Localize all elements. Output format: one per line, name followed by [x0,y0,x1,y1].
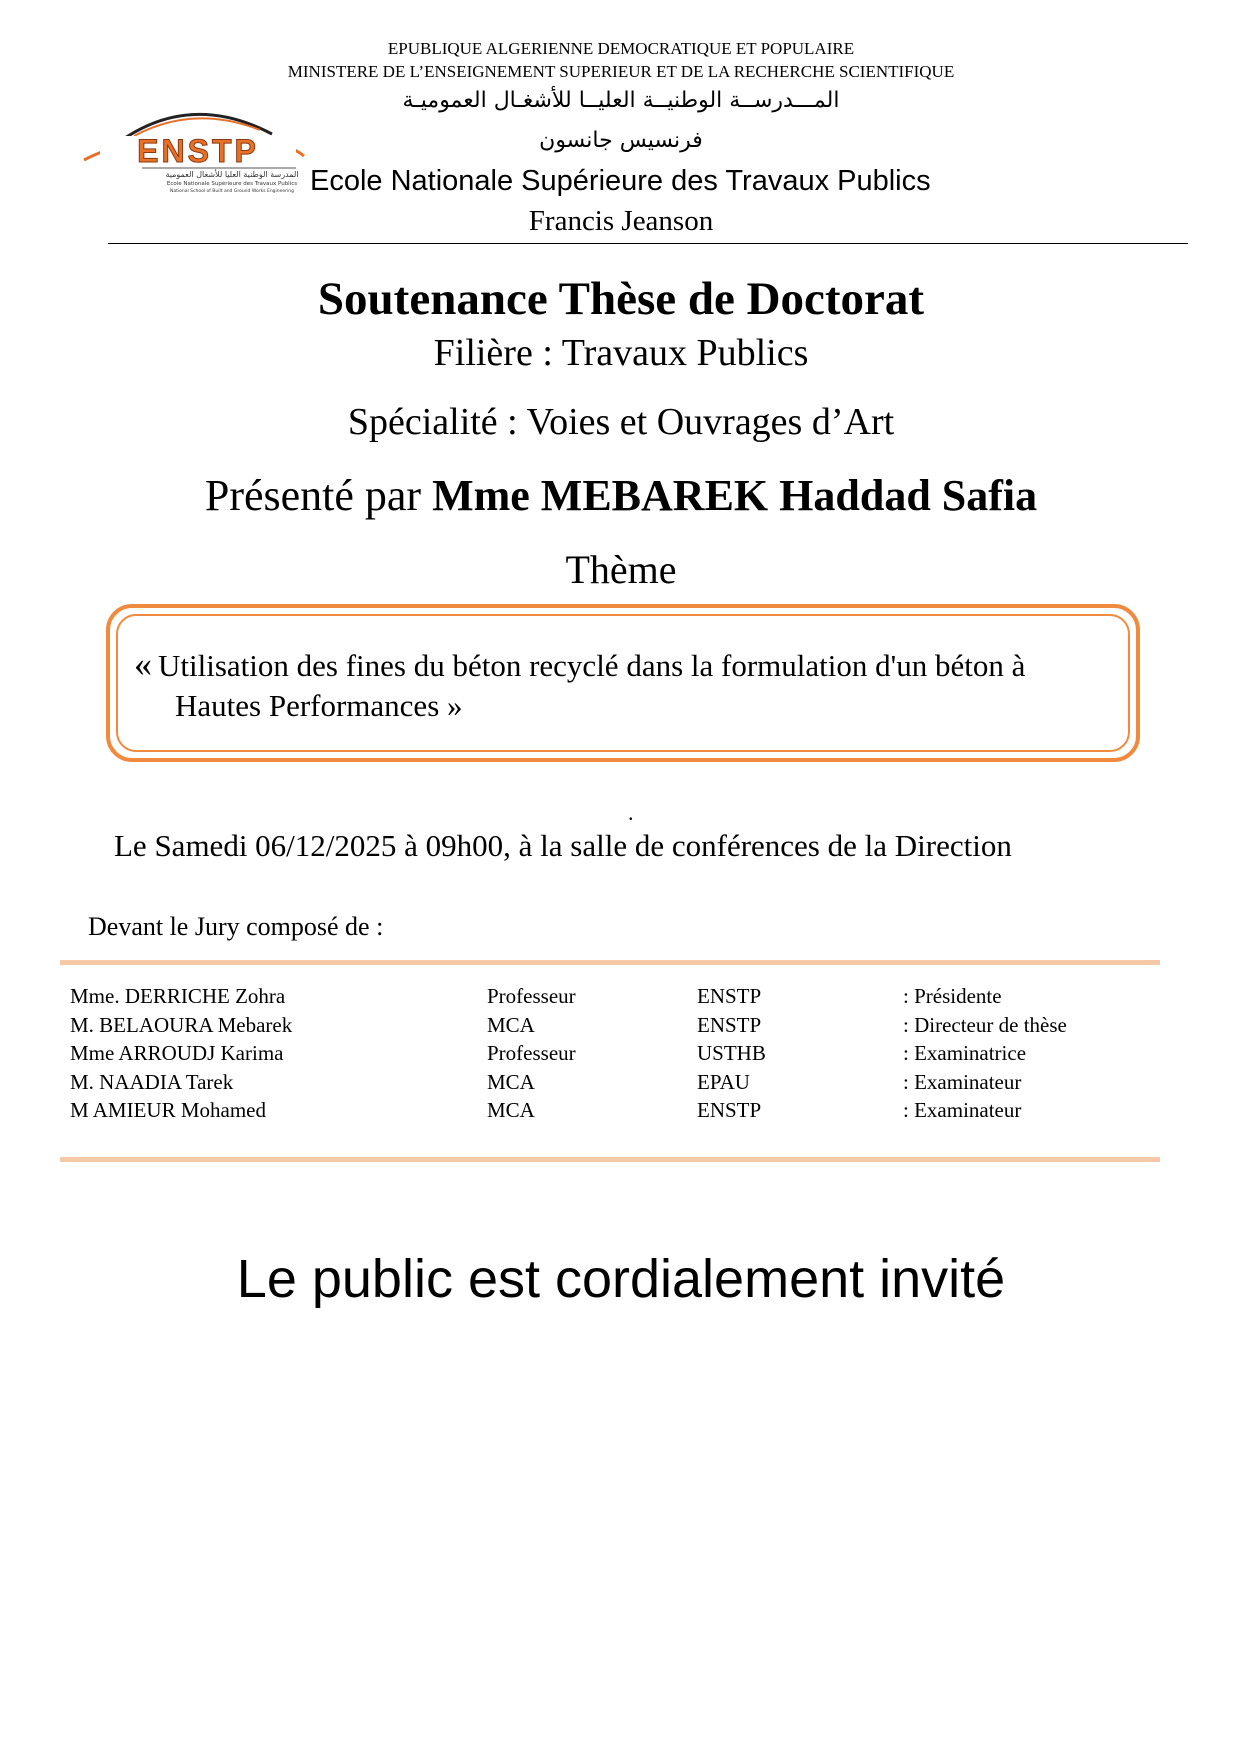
logo-fr-caption: Ecole Nationale Supérieure des Travaux Publics [166,181,298,187]
presented-prefix: Présenté par [204,471,433,520]
filiere: Filière : Travaux Publics [433,332,809,374]
theme-line-2: Hautes Performances » [175,688,463,723]
jury-role: : Examinatrice [903,1041,1027,1065]
arabic-francis-jeanson: فرنسيس جانسون [539,128,703,153]
jury-role: : Présidente [903,984,1002,1008]
separator-dot: . [628,800,634,825]
jury-name: M. BELAOURA Mebarek [70,1012,293,1037]
jury-bottom-rule [60,1157,1160,1162]
jury-institution: ENSTP [697,1098,762,1122]
school-name: Ecole Nationale Supérieure des Travaux Publics [310,165,931,197]
jury-role: : Directeur de thèse [903,1012,1067,1037]
jury-top-rule [60,960,1160,965]
arabic-school-name: المـــدرســة الوطنيــة العليــا للأشغـال العموميـة [402,88,840,113]
jury-grade: Professeur [487,984,576,1008]
jury-intro: Devant le Jury composé de : [88,912,384,941]
jury-role: : Examinateur [903,1098,1022,1122]
republic-line: EPUBLIQUE ALGERIENNE DEMOCRATIQUE ET POPULAIRE [387,39,855,58]
logo-text: ENSTP [137,133,259,169]
date-line: Le Samedi 06/12/2025 à 09h00, à la salle de conférences de la Direction [114,828,1012,863]
jury-grade: Professeur [487,1041,576,1065]
specialite: Spécialité : Voies et Ouvrages d’Art [347,401,895,443]
jury-name: Mme ARROUDJ Karima [70,1041,284,1065]
logo-en-caption: National School of Built and Ground Works Engineering [169,189,295,194]
jury-grade: MCA [487,1098,535,1122]
theme-text [134,644,1114,726]
jury-role: : Examinateur [903,1069,1022,1094]
jury-grade: MCA [487,1069,535,1094]
enstp-logo [82,100,310,196]
theme-open-quote: « [134,644,152,684]
ministry-line: MINISTERE DE L’ENSEIGNEMENT SUPERIEUR ET DE LA RECHERCHE SCIENTIFIQUE [287,62,955,81]
theme-label: Thème [565,547,677,592]
header-divider [108,243,1188,244]
theme-line-1: Utilisation des fines du béton recyclé dans la formulation d'un béton à [158,648,1026,683]
jury-grade: MCA [487,1012,535,1037]
francis-jeanson: Francis Jeanson [528,205,714,237]
jury-institution: ENSTP [697,1012,762,1037]
jury-institution: ENSTP [697,984,762,1008]
presented-by [0,470,1242,521]
logo-arabic-caption: المدرسة الوطنية العليا للأشغال العمومية [165,170,299,179]
jury-institution: EPAU [697,1069,750,1094]
presenter-name: Mme MEBAREK Haddad Safia [432,471,1038,520]
jury-name: M AMIEUR Mohamed [70,1098,266,1122]
jury-name: M. NAADIA Tarek [70,1069,234,1094]
main-title: Soutenance Thèse de Doctorat [317,273,925,325]
jury-institution: USTHB [697,1041,766,1065]
jury-name: Mme. DERRICHE Zohra [70,984,286,1008]
invitation: Le public est cordialement invité [236,1249,1006,1309]
